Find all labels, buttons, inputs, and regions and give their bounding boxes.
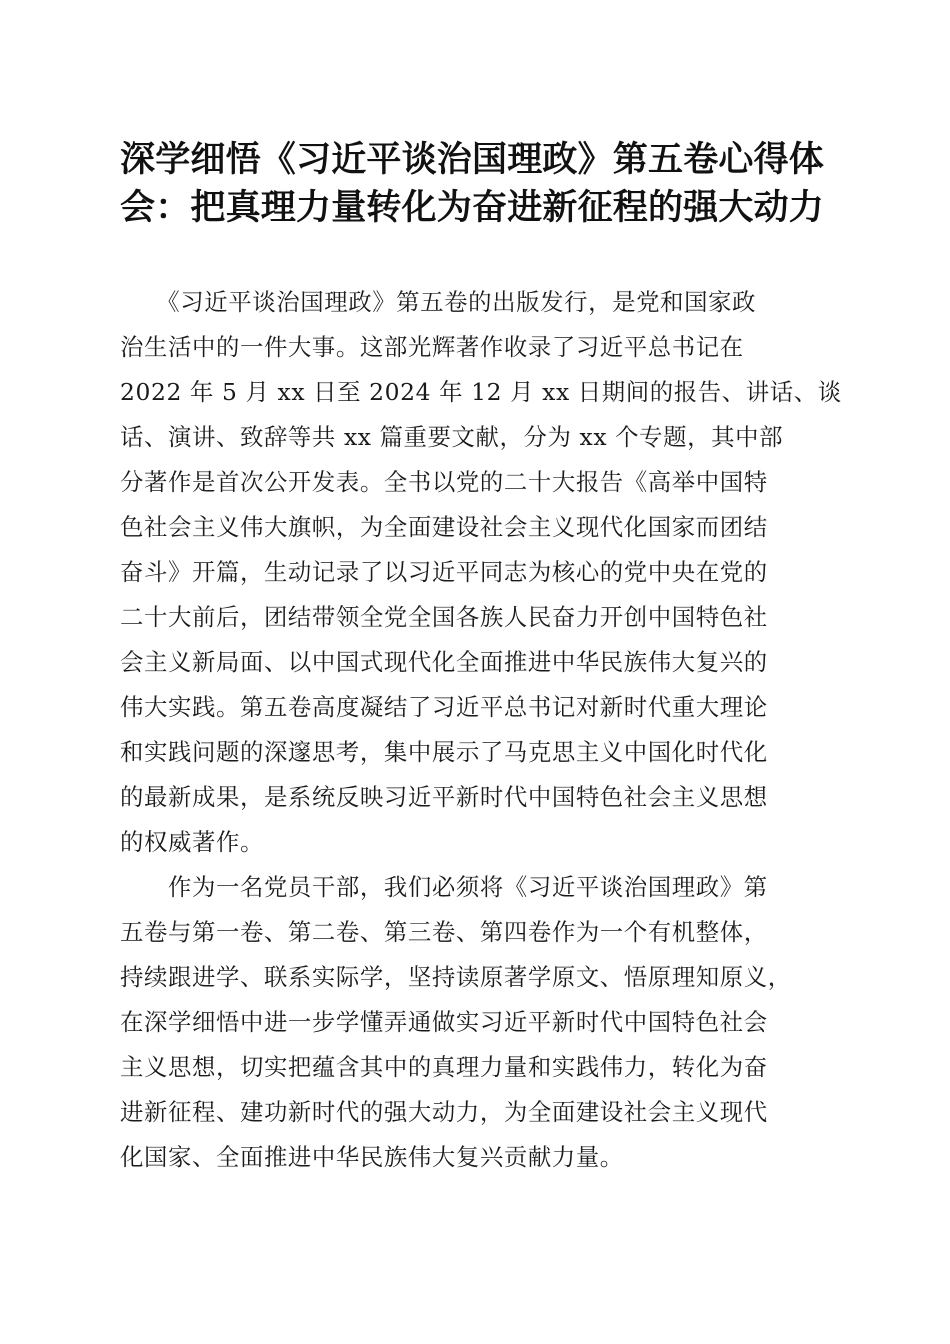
text-line: 治生活中的一件大事。这部光辉著作收录了习近平总书记在 — [120, 333, 744, 361]
text-line: 《习近平谈治国理政》第五卷的出版发行，是党和国家政 — [120, 288, 757, 316]
text-line: 二十大前后，团结带领全党全国各族人民奋力开创中国特色社 — [120, 603, 768, 631]
title-line: 深学细悟《习近平谈治国理政》第五卷心得体 — [120, 139, 825, 180]
text-line: 主义思想，切实把蕴含其中的真理力量和实践伟力，转化为奋 — [120, 1053, 768, 1081]
text-line: 奋斗》开篇，生动记录了以习近平同志为核心的党中央在党的 — [120, 558, 768, 586]
paragraph-2 — [120, 865, 832, 1180]
text-line: 作为一名党员干部，我们必须将《习近平谈治国理政》第 — [120, 873, 768, 901]
document-title — [120, 136, 832, 232]
text-line: 和实践问题的深邃思考，集中展示了马克思主义中国化时代化 — [120, 738, 768, 766]
document-body — [120, 280, 842, 1180]
text-line: 色社会主义伟大旗帜，为全面建设社会主义现代化国家而团结 — [120, 513, 768, 541]
text-line: 进新征程、建功新时代的强大动力，为全面建设社会主义现代 — [120, 1098, 768, 1126]
text-line: 化国家、全面推进中华民族伟大复兴贡献力量。 — [120, 1143, 624, 1171]
text-line: 伟大实践。第五卷高度凝结了习近平总书记对新时代重大理论 — [120, 693, 768, 721]
text-line: 的权威著作。 — [120, 828, 264, 856]
text-line: 话、演讲、致辞等共 xx 篇重要文献，分为 xx 个专题，其中部 — [120, 423, 784, 451]
text-line: 五卷与第一卷、第二卷、第三卷、第四卷作为一个有机整体， — [120, 918, 768, 946]
text-line: 分著作是首次公开发表。全书以党的二十大报告《高举中国特 — [120, 468, 768, 496]
text-line: 在深学细悟中进一步学懂弄通做实习近平新时代中国特色社会 — [120, 1008, 768, 1036]
text-line: 会主义新局面、以中国式现代化全面推进中华民族伟大复兴的 — [120, 648, 768, 676]
text-line: 2022 年 5 月 xx 日至 2024 年 12 月 xx 日期间的报告、讲话、谈 — [120, 378, 842, 406]
text-line: 的最新成果，是系统反映习近平新时代中国特色社会主义思想 — [120, 783, 768, 811]
text-line: 持续跟进学、联系实际学，坚持读原著学原文、悟原理知原义， — [120, 963, 792, 991]
paragraph-1 — [120, 280, 842, 865]
title-line: 会：把真理力量转化为奋进新征程的强大动力 — [120, 187, 825, 228]
